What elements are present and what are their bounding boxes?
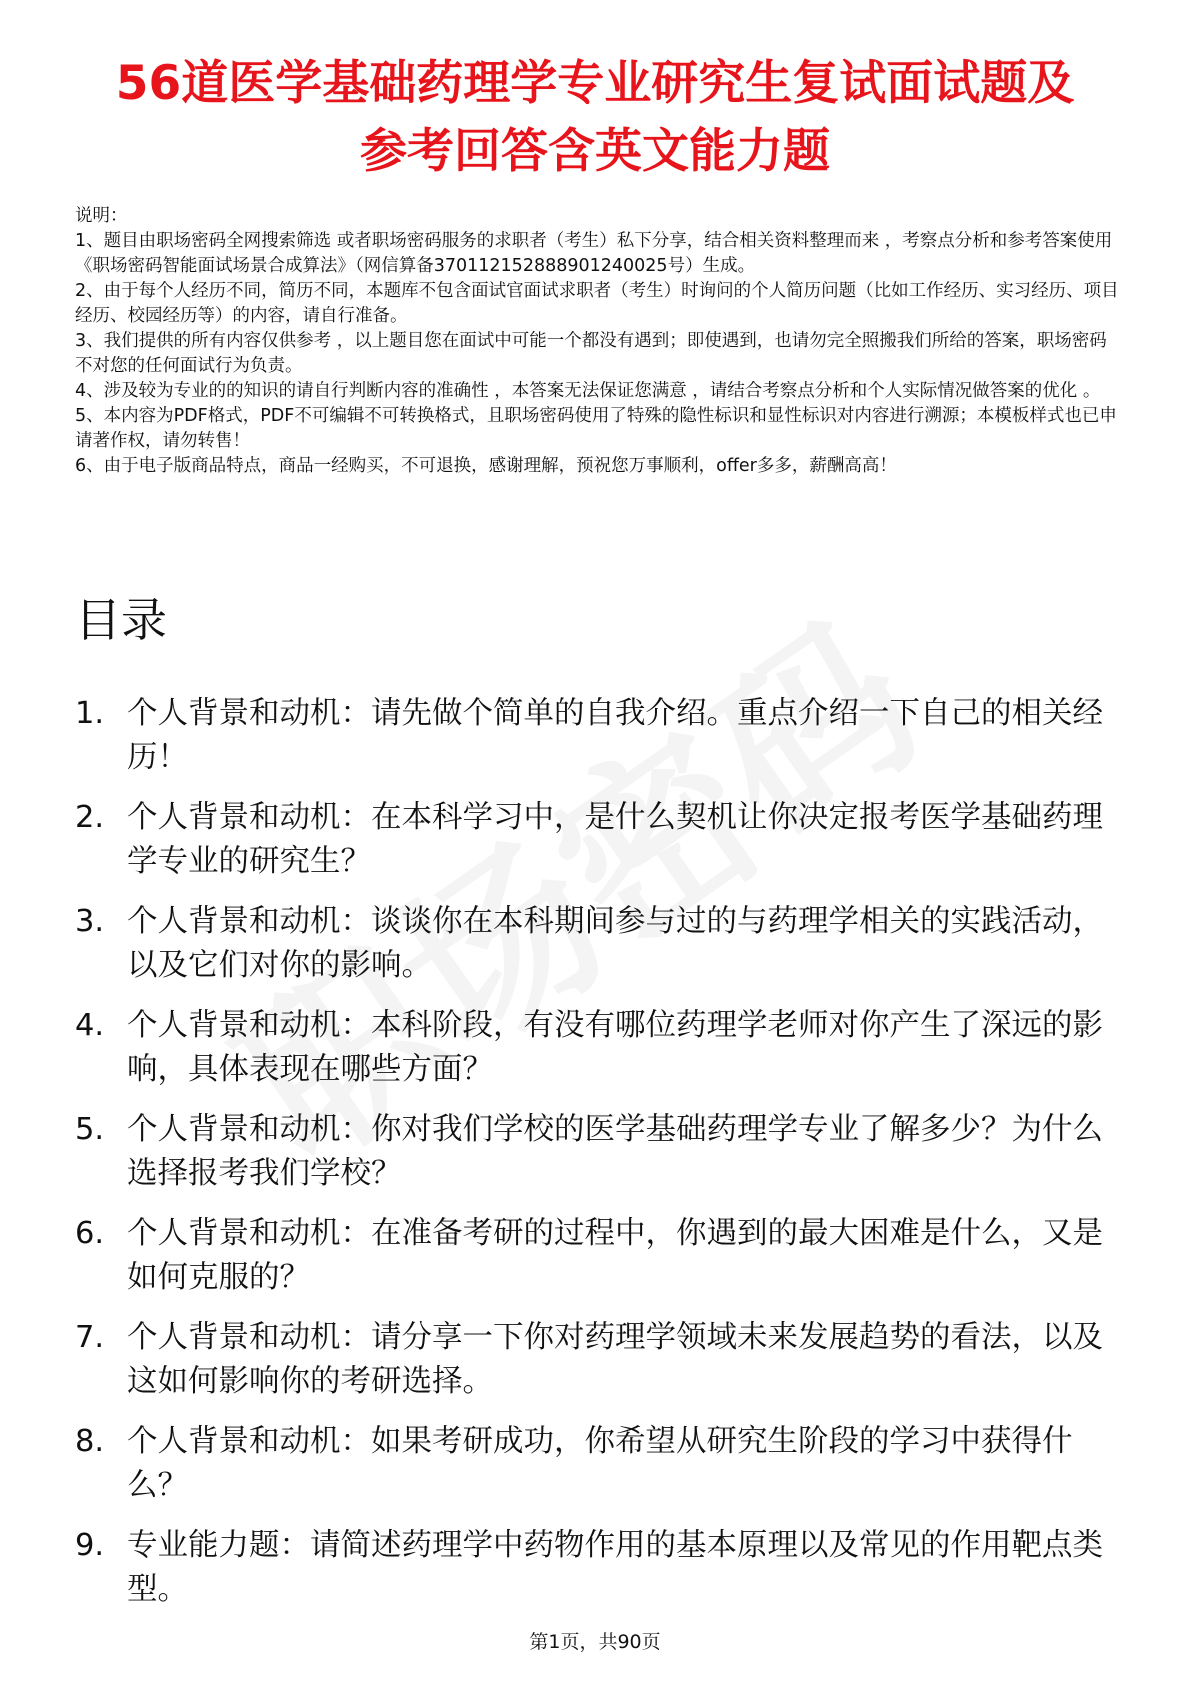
toc-item-number: 4.	[75, 1008, 105, 1043]
note-1: 1、题目由职场密码全网搜索筛选 或者职场密码服务的求职者（考生）私下分享，结合相关资料整理而来 ，考察点分析和参考答案使用《职场密码智能面试场景合成算法》（网信算备370112152888901240025号）生成。	[75, 231, 1113, 276]
toc-item-text: 个人背景和动机：本科阶段，有没有哪位药理学老师对你产生了深远的影响，具体表现在哪些方面？	[127, 1008, 1103, 1087]
note-2: 2、由于每个人经历不同，简历不同，本题库不包含面试官面试求职者（考生）时询问的个人简历问题（比如工作经历、实习经历、项目经历、校园经历等）的内容，请自行准备。	[75, 281, 1119, 326]
note-5: 5、本内容为PDF格式，PDF不可编辑不可转换格式，且职场密码使用了特殊的隐性标识和显性标识对内容进行溯源；本模板样式也已申请著作权，请勿转售！	[75, 406, 1117, 451]
toc-list	[75, 692, 1120, 1628]
toc-item[interactable]	[75, 1524, 1120, 1612]
toc-item[interactable]	[75, 1108, 1120, 1196]
toc-item-number: 3.	[75, 904, 105, 939]
note-4: 4、涉及较为专业的的知识的请自行判断内容的准确性 ，本答案无法保证您满意 ，请结合考察点分析和个人实际情况做答案的优化 。	[75, 381, 1101, 401]
toc-item-number: 9.	[75, 1528, 105, 1563]
toc-item[interactable]	[75, 796, 1120, 884]
toc-heading: 目录	[75, 593, 167, 647]
title-line-1: 56道医学基础药理学专业研究生复试面试题及	[115, 56, 1075, 111]
toc-item[interactable]	[75, 1420, 1120, 1508]
note-3: 3、我们提供的所有内容仅供参考 ，以上题目您在面试中可能一个都没有遇到；即使遇到，也请勿完全照搬我们所给的答案，职场密码不对您的任何面试行为负责。	[75, 331, 1107, 376]
toc-item-text: 专业能力题：请简述药理学中药物作用的基本原理以及常见的作用靶点类型。	[127, 1528, 1103, 1607]
toc-item-text: 个人背景和动机：请分享一下你对药理学领域未来发展趋势的看法，以及这如何影响你的考研选择。	[127, 1320, 1103, 1399]
notes-section	[75, 204, 1120, 479]
toc-item-text: 个人背景和动机：谈谈你在本科期间参与过的与药理学相关的实践活动，以及它们对你的影响。	[127, 904, 1103, 983]
toc-item-number: 6.	[75, 1216, 105, 1251]
toc-item-number: 7.	[75, 1320, 105, 1355]
toc-item-number: 2.	[75, 800, 105, 835]
toc-item[interactable]	[75, 900, 1120, 988]
note-6: 6、由于电子版商品特点，商品一经购买，不可退换，感谢理解，预祝您万事顺利，offer多多，薪酬高高！	[75, 456, 897, 476]
toc-item-number: 1.	[75, 696, 105, 731]
toc-item-text: 个人背景和动机：请先做个简单的自我介绍。重点介绍一下自己的相关经历！	[127, 696, 1103, 775]
toc-item[interactable]	[75, 1316, 1120, 1404]
toc-item-text: 个人背景和动机：在本科学习中，是什么契机让你决定报考医学基础药理学专业的研究生？	[127, 800, 1103, 879]
toc-item-text: 个人背景和动机：如果考研成功，你希望从研究生阶段的学习中获得什么？	[127, 1424, 1073, 1503]
notes-heading: 说明：	[75, 206, 128, 226]
toc-item[interactable]	[75, 1212, 1120, 1300]
title-line-2: 参考回答含英文能力题	[360, 124, 830, 179]
toc-item[interactable]	[75, 1004, 1120, 1092]
toc-item-number: 5.	[75, 1112, 105, 1147]
toc-item-number: 8.	[75, 1424, 105, 1459]
toc-item-text: 个人背景和动机：在准备考研的过程中，你遇到的最大困难是什么，又是如何克服的？	[127, 1216, 1103, 1295]
document-title	[60, 50, 1130, 186]
toc-item-text: 个人背景和动机：你对我们学校的医学基础药理学专业了解多少？为什么选择报考我们学校？	[127, 1112, 1103, 1191]
toc-item[interactable]	[75, 692, 1120, 780]
page-footer: 第1页，共90页	[529, 1631, 661, 1653]
